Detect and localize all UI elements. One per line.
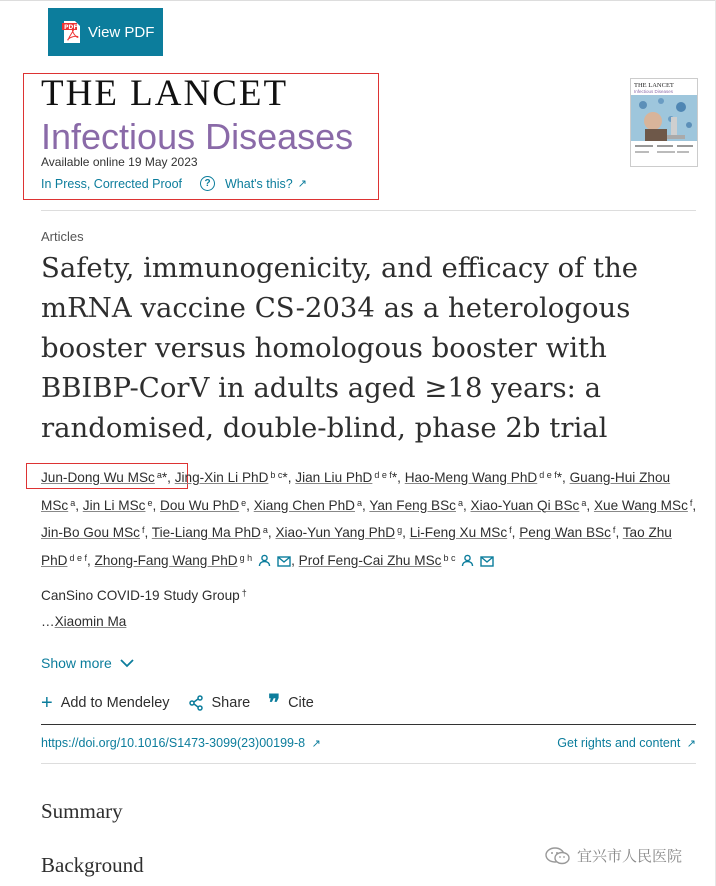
author-link[interactable]: Xiang Chen PhD [253,497,355,513]
author-link[interactable]: Xiaomin Ma [54,614,127,629]
author-entry [95,553,299,568]
wechat-icon [545,846,571,866]
article-status: In Press, Corrected Proof [41,177,183,191]
author-list [41,463,701,575]
external-link-icon: ↗ [311,738,321,750]
watermark [545,845,682,866]
show-more-button[interactable] [41,655,134,671]
article-actions [41,690,332,716]
author-link[interactable]: Jun-Dong Wu MSc [41,470,155,485]
view-pdf-button[interactable] [48,8,163,56]
author-separator: , [586,497,594,513]
external-link-icon: ↗ [686,738,696,750]
equal-contribution-mark: * [282,470,288,485]
author-separator: , [86,552,95,568]
author-entry [299,553,495,568]
share-button[interactable] [188,695,251,711]
author-separator: , [511,525,520,540]
doi-label: https://doi.org/10.1016/S1473-3099(23)00199-8 [41,736,306,750]
email-icon[interactable] [480,551,494,576]
author-link[interactable]: Li-Feng Xu MSc [409,525,508,540]
author-link[interactable]: Xue Wang MSc [593,497,688,513]
author-link[interactable]: Peng Wan BSc [519,525,611,540]
watermark-label: 宜兴市人民医院 [577,848,683,865]
affiliation-marker[interactable]: f [509,525,512,535]
study-group-mark: † [241,588,247,598]
affiliation-marker[interactable]: f [141,525,145,535]
cover-subtitle: Infectious Diseases [634,89,674,94]
study-group-name: CanSino COVID-19 Study Group [41,588,240,603]
cite-button[interactable] [268,690,314,716]
more-author-prefix: … [41,614,55,629]
view-pdf-label: View PDF [88,23,155,41]
affiliation-marker[interactable]: a [262,525,268,535]
author-link[interactable]: Prof Feng-Cai Zhu MSc [298,552,442,568]
person-icon[interactable] [461,551,474,576]
author-separator: , [562,470,570,485]
question-icon: ? [200,176,215,191]
summary-heading: Summary [41,799,123,823]
affiliation-marker[interactable]: b c [443,552,456,563]
more-author [41,614,126,629]
background-heading: Background [41,853,144,877]
author-separator: , [287,470,296,485]
author-link[interactable]: Tie-Liang Ma PhD [151,525,261,540]
equal-contribution-mark: * [391,470,398,485]
doi-divider [41,763,696,764]
author-entry [275,525,409,540]
cite-label: Cite [288,695,314,711]
author-separator: , [362,497,370,513]
author-separator: , [267,525,276,540]
whats-this-link[interactable] [200,176,307,191]
affiliation-marker[interactable]: g [397,525,403,535]
share-icon [188,695,204,711]
affiliation-marker[interactable]: e [241,497,247,508]
affiliation-marker[interactable]: d e f [539,470,557,480]
author-separator: , [75,497,83,513]
affiliation-marker[interactable]: g h [239,552,253,563]
affiliation-marker[interactable]: a [156,470,162,480]
author-separator: , [167,470,175,485]
equal-contribution-mark: * [161,470,168,485]
author-separator: , [246,497,254,513]
plus-icon: + [41,692,53,714]
mendeley-label: Add to Mendeley [60,695,170,711]
external-link-icon: ↗ [297,178,307,190]
author-link[interactable]: Jing-Xin Li PhD [174,470,269,485]
journal-cover-image[interactable] [630,78,698,167]
study-group [41,588,247,603]
author-link[interactable]: Xiao-Yuan Qi BSc [470,497,580,513]
author-link[interactable]: Zhong-Fang Wang PhD [94,552,238,568]
person-icon[interactable] [258,551,271,576]
author-separator: , [462,497,471,513]
article-title: Safety, immunogenicity, and efficacy of the mRNA vaccine CS-2034 as a heterologous booster versus homologous booster with BBIBP-CorV in adults aged ≥18 years: a randomised, double-blind, phase 2b trial [41,252,639,444]
journal-subject[interactable]: Infectious Diseases [41,116,354,157]
affiliation-marker[interactable]: a [457,497,463,508]
cover-illustration [631,95,697,161]
journal-name[interactable]: THE LANCET [41,73,289,114]
author-entry [254,498,370,513]
add-to-mendeley-button[interactable] [41,692,170,714]
author-link[interactable]: Hao-Meng Wang PhD [404,470,538,485]
author-separator: , [615,525,623,540]
author-link[interactable]: Jin Li MSc [82,497,146,513]
author-separator: , [692,497,697,513]
author-separator: , [402,525,410,540]
header-divider [41,210,696,211]
author-separator: , [291,552,299,568]
pdf-icon [62,20,82,44]
author-separator: , [152,497,161,513]
affiliation-marker[interactable]: f [612,525,616,535]
affiliation-marker[interactable]: a [356,497,362,508]
author-separator: , [144,525,152,540]
author-entry [160,498,254,513]
author-entry [594,498,696,513]
author-separator: , [397,470,405,485]
rights-label: Get rights and content [557,736,681,750]
affiliation-marker[interactable]: d e f [374,470,392,480]
affiliation-marker[interactable]: f [689,497,693,508]
author-link[interactable]: Yan Feng BSc [369,497,456,513]
author-entry [405,470,570,485]
equal-contribution-mark: * [556,470,563,485]
rights-link[interactable] [557,736,696,750]
author-entry [175,470,296,485]
author-entry [295,470,404,485]
email-icon[interactable] [277,551,291,576]
actions-divider [41,724,696,725]
affiliation-marker[interactable]: a [70,497,76,508]
author-entry [471,498,594,513]
doi-link[interactable] [41,736,321,750]
show-more-label: Show more [41,655,112,671]
top-divider [0,0,716,1]
author-entry [152,525,276,540]
author-link[interactable]: Jian Liu PhD [295,470,373,485]
affiliation-marker[interactable]: a [581,497,587,508]
author-entry [41,525,152,540]
share-label: Share [211,695,251,711]
affiliation-marker[interactable]: e [147,497,153,508]
quote-icon: ❞ [268,690,281,716]
author-entry [519,525,623,540]
article-type: Articles [41,229,84,244]
pdf-icon-label: PDF [64,24,78,31]
cover-title: THE LANCET [634,82,674,89]
author-link[interactable]: Jin-Bo Gou MSc [41,525,140,540]
affiliation-marker[interactable]: d e f [69,552,87,563]
author-link[interactable]: Dou Wu PhD [160,497,240,513]
author-entry [410,525,520,540]
whats-this-label: What's this? [225,176,293,191]
author-entry [369,498,470,513]
author-entry [41,470,175,485]
author-link[interactable]: Xiao-Yun Yang PhD [275,525,396,540]
author-entry [83,498,160,513]
chevron-down-icon [120,658,134,668]
author-link[interactable]: Tao Zhu PhD [41,525,672,568]
author-link[interactable]: Guang-Hui Zhou MSc [41,470,671,513]
affiliation-marker[interactable]: b c [270,470,283,480]
available-date: Available online 19 May 2023 [41,155,198,169]
